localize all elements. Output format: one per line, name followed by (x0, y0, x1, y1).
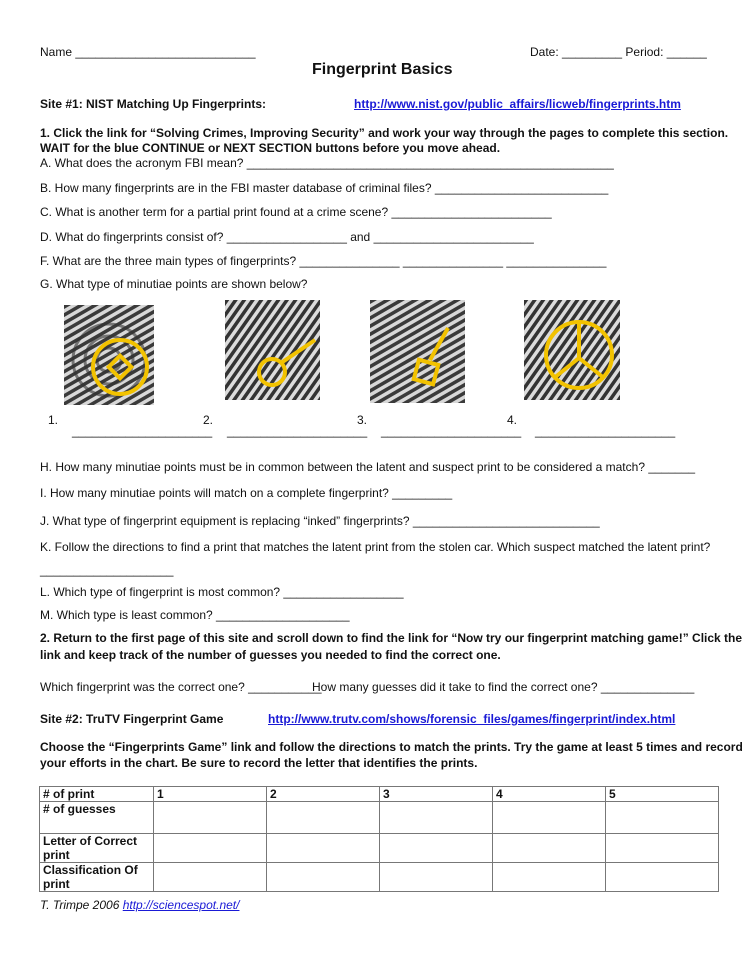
site2-instructions-1: Choose the “Fingerprints Game” link and follow the directions to match the prints. Try the game at least 5 times and record (40, 740, 743, 754)
row-label: Classification Of print (40, 863, 154, 892)
table-cell[interactable] (606, 863, 719, 892)
table-cell[interactable] (380, 863, 493, 892)
results-table (39, 786, 719, 892)
image-label-1: 1. (48, 413, 59, 427)
question-k: K. Follow the directions to find a print that matches the latent print from the stolen car. Which suspect matched the latent print? (40, 540, 711, 554)
footer-credit (40, 898, 239, 912)
table-row (40, 863, 719, 892)
question-f: F. What are the three main types of fingerprints? _______________ _______________ _______________ (40, 254, 607, 268)
name-field: Name ___________________________ (40, 45, 256, 59)
credit-text: T. Trimpe 2006 (40, 898, 120, 912)
row-label: Letter of Correct print (40, 834, 154, 863)
question-a: A. What does the acronym FBI mean? _______________________________________________________ (40, 156, 614, 170)
footer-link[interactable]: http://sciencespot.net/ (122, 898, 240, 912)
q2-instructions-2: link and keep track of the number of guesses you needed to find the correct one. (40, 648, 501, 662)
date-period-field: Date: _________ Period: ______ (530, 45, 707, 59)
answer-blank-3: _____________________ (381, 424, 522, 438)
site2-link[interactable]: http://www.trutv.com/shows/forensic_files/games/fingerprint/index.html (268, 712, 676, 726)
question-guesses: How many guesses did it take to find the correct one? ______________ (312, 680, 695, 694)
table-cell[interactable] (606, 834, 719, 863)
question-c: C. What is another term for a partial print found at a crime scene? ________________________ (40, 205, 552, 219)
table-header: 3 (380, 787, 493, 802)
table-row (40, 834, 719, 863)
answer-blank-2: _____________________ (227, 424, 368, 438)
image-label-4: 4. (507, 413, 518, 427)
table-cell[interactable] (493, 834, 606, 863)
site1-label: Site #1: NIST Matching Up Fingerprints: (40, 97, 267, 111)
page-title: Fingerprint Basics (312, 61, 453, 78)
table-cell[interactable] (267, 834, 380, 863)
image-label-2: 2. (203, 413, 214, 427)
fingerprint-image-1 (64, 305, 154, 405)
answer-blank-1: _____________________ (72, 424, 213, 438)
table-cell[interactable] (380, 834, 493, 863)
fingerprint-image-4 (524, 300, 620, 400)
q2-instructions-1: 2. Return to the first page of this site and scroll down to find the link for “Now try our fingerprint matching game!” Click the (40, 631, 743, 645)
fingerprint-image-2 (225, 300, 320, 400)
table-cell[interactable] (493, 802, 606, 834)
fingerprint-image-3 (370, 300, 465, 403)
table-cell[interactable] (267, 863, 380, 892)
row-label: # of guesses (40, 802, 154, 834)
question-j: J. What type of fingerprint equipment is replacing “inked” fingerprints? ____________________________ (40, 514, 600, 528)
site2-label: Site #2: TruTV Fingerprint Game (40, 712, 224, 726)
question-d: D. What do fingerprints consist of? __________________ and ________________________ (40, 230, 534, 244)
question-m: M. Which type is least common? ____________________ (40, 608, 350, 622)
table-header: 5 (606, 787, 719, 802)
question-l: L. Which type of fingerprint is most common? __________________ (40, 585, 404, 599)
table-cell[interactable] (380, 802, 493, 834)
question-correct-print: Which fingerprint was the correct one? ___________ (40, 680, 322, 694)
table-cell[interactable] (154, 863, 267, 892)
answer-blank-4: _____________________ (535, 424, 676, 438)
q1-instructions-2: WAIT for the blue CONTINUE or NEXT SECTION buttons before you move ahead. (40, 141, 501, 155)
table-header-row (40, 787, 719, 802)
question-k-blank: ____________________ (40, 563, 174, 577)
table-cell[interactable] (493, 863, 606, 892)
site1-link[interactable]: http://www.nist.gov/public_affairs/licweb/fingerprints.htm (354, 97, 681, 111)
table-cell[interactable] (154, 834, 267, 863)
table-header: # of print (40, 787, 154, 802)
table-cell[interactable] (267, 802, 380, 834)
table-header: 2 (267, 787, 380, 802)
table-row (40, 802, 719, 834)
question-i: I. How many minutiae points will match on a complete fingerprint? _________ (40, 486, 453, 500)
table-cell[interactable] (606, 802, 719, 834)
question-b: B. How many fingerprints are in the FBI master database of criminal files? __________________________ (40, 181, 609, 195)
q1-instructions-1: 1. Click the link for “Solving Crimes, Improving Security” and work your way through the pages to complete this section. (40, 126, 729, 140)
question-g: G. What type of minutiae points are shown below? (40, 277, 308, 291)
table-cell[interactable] (154, 802, 267, 834)
image-label-3: 3. (357, 413, 368, 427)
table-header: 1 (154, 787, 267, 802)
question-h: H. How many minutiae points must be in common between the latent and suspect print to be considered a match? _______ (40, 460, 696, 474)
table-header: 4 (493, 787, 606, 802)
site2-instructions-2: your efforts in the chart. Be sure to record the letter that identifies the prints. (40, 756, 478, 770)
